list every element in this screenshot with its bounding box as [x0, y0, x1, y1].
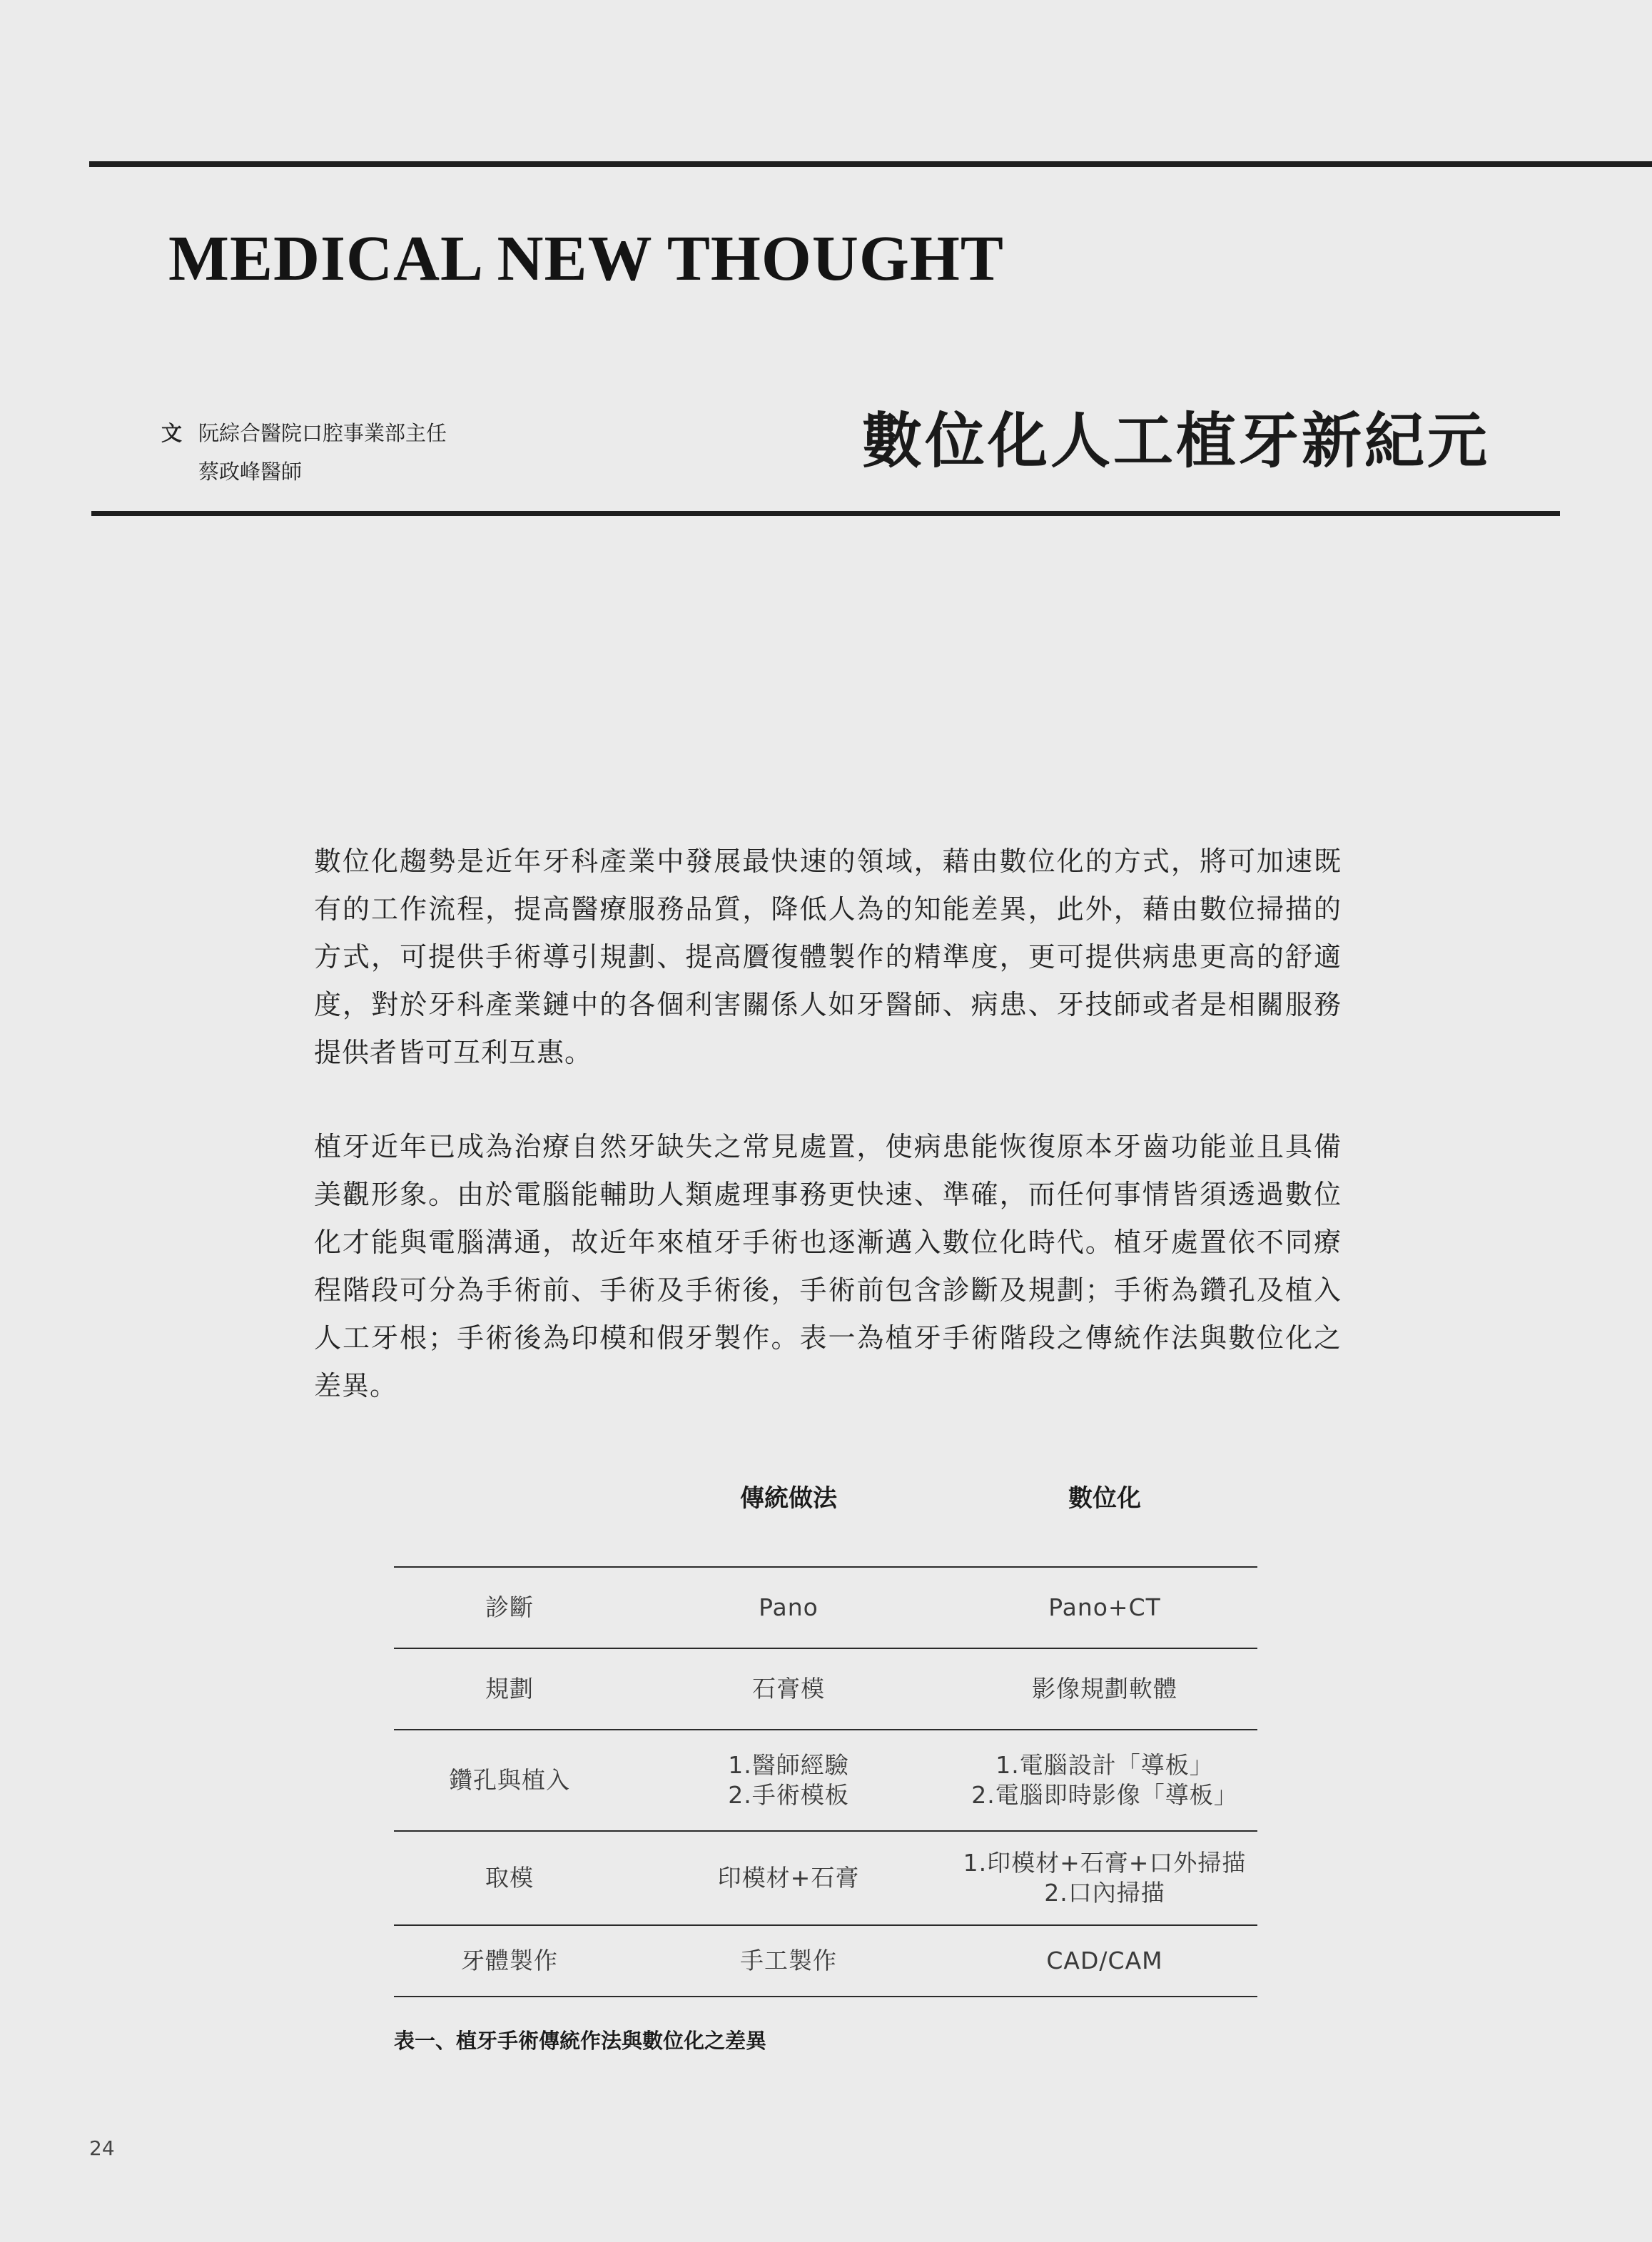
table-cell-traditional: 手工製作 — [625, 1925, 952, 1997]
table-header-traditional: 傳統做法 — [740, 1484, 837, 1513]
table-cell-traditional: Pano — [625, 1567, 952, 1648]
header-rule — [91, 511, 1560, 516]
section-title: MEDICAL NEW THOUGHT — [168, 223, 1004, 294]
table-header-row — [394, 1463, 1257, 1567]
table-cell-digital: Pano+CT — [952, 1567, 1257, 1648]
table-cell-traditional: 印模材+石膏 — [625, 1831, 952, 1925]
page-number: 24 — [89, 2136, 115, 2160]
byline-mark: 文 — [161, 421, 183, 445]
table-cell-stage: 牙體製作 — [394, 1925, 625, 1997]
table-cell-stage: 規劃 — [394, 1648, 625, 1730]
table-row — [394, 1648, 1257, 1730]
table-cell-traditional — [625, 1730, 952, 1831]
body-paragraph-2: 植牙近年已成為治療自然牙缺失之常見處置，使病患能恢復原本牙齒功能並且具備美觀形象。由於電腦能輔助人類處理事務更快速、準確，而任何事情皆須透過數位化才能與電腦溝通，故近年來植牙手術也逐漸邁入數位化時代。植牙處置依不同療程階段可分為手術前、手術及手術後，手術前包含診斷及規劃；手術為鑽孔及植入人工牙根；手術後為印模和假牙製作。表一為植牙手術階段之傳統作法與數位化之差異。 — [314, 1131, 1342, 1401]
article-title: 數位化人工植牙新紀元 — [861, 405, 1490, 476]
byline — [161, 414, 447, 491]
table-cell-stage: 取模 — [394, 1831, 625, 1925]
table-cell-digital — [952, 1730, 1257, 1831]
table-cell-line: 1.電腦設計「導板」 — [995, 1751, 1214, 1779]
body-paragraph-1: 數位化趨勢是近年牙科產業中發展最快速的領域，藉由數位化的方式，將可加速既有的工作流程，提高醫療服務品質，降低人為的知能差異，此外，藉由數位掃描的方式，可提供手術導引規劃、提高贗復體製作的精準度，更可提供病患更高的舒適度，對於牙科產業鏈中的各個利害關係人如牙醫師、病患、牙技師或者是相關服務提供者皆可互利互惠。 — [314, 846, 1342, 1068]
table-cell-digital: 影像規劃軟體 — [952, 1648, 1257, 1730]
byline-line-1 — [161, 414, 447, 452]
table-cell-digital: CAD/CAM — [952, 1925, 1257, 1997]
table-caption: 表一、植牙手術傳統作法與數位化之差異 — [394, 2029, 767, 2053]
table-cell-line: 2.手術模板 — [728, 1781, 849, 1809]
top-rule — [89, 161, 1652, 167]
table-header-digital: 數位化 — [1068, 1484, 1141, 1513]
table-cell-stage: 診斷 — [394, 1567, 625, 1648]
table-cell-line: 2.電腦即時影像「導板」 — [971, 1781, 1238, 1809]
table-cell-line: 2.口內掃描 — [1044, 1879, 1165, 1907]
table-cell-line: 1.印模材+石膏+口外掃描 — [963, 1849, 1247, 1877]
table-row — [394, 1730, 1257, 1831]
table-header-stage — [394, 1463, 625, 1567]
table-row — [394, 1831, 1257, 1925]
table-row — [394, 1925, 1257, 1997]
table-cell-line: 1.醫師經驗 — [728, 1751, 849, 1779]
author-affiliation: 阮綜合醫院口腔事業部主任 — [198, 421, 447, 445]
table-cell-stage: 鑽孔與植入 — [394, 1730, 625, 1831]
comparison-table — [394, 1463, 1257, 1997]
table-cell-digital — [952, 1831, 1257, 1925]
author-name: 蔡政峰醫師 — [198, 460, 303, 484]
table-row — [394, 1567, 1257, 1648]
table-cell-traditional: 石膏模 — [625, 1648, 952, 1730]
